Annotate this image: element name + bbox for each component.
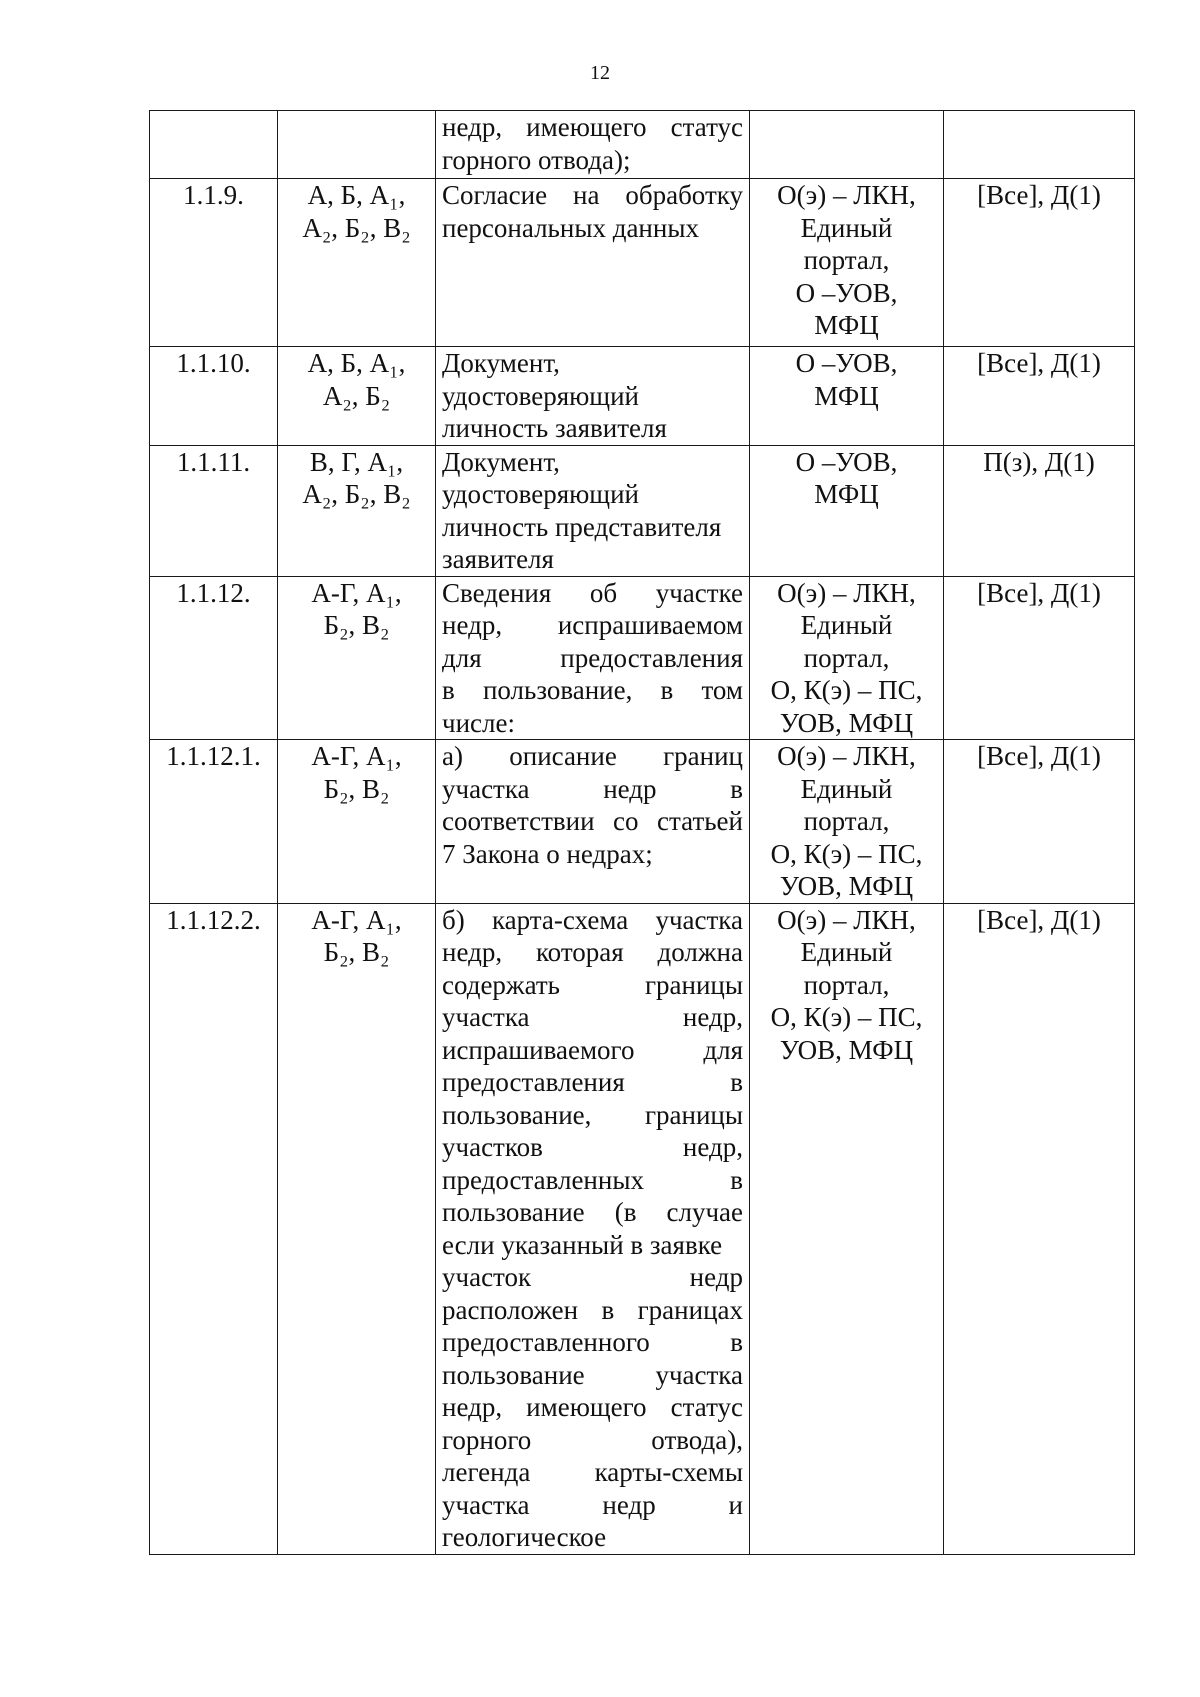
document-description-cell bbox=[436, 740, 750, 904]
requirement-tag: П(з), Д(1) bbox=[983, 446, 1095, 477]
applicant-codes-cell bbox=[278, 740, 436, 904]
submission-method-line: О –УОВ, bbox=[795, 277, 898, 308]
description-line: б) карта-схема участка bbox=[442, 904, 743, 935]
submission-method-line: О, К(э) – ПС, bbox=[770, 1002, 923, 1032]
description-line: а) описание границ bbox=[442, 741, 743, 771]
submission-method-line: О –УОВ, bbox=[795, 446, 898, 477]
requirement-tag-cell bbox=[944, 740, 1135, 904]
submission-method-line: МФЦ bbox=[814, 479, 879, 509]
description-line: испрашиваемого для bbox=[442, 1034, 743, 1065]
description-line: легенда карты-схемы bbox=[442, 1457, 743, 1487]
table-body bbox=[150, 111, 1135, 1555]
submission-method-line: О, К(э) – ПС, bbox=[770, 675, 923, 705]
description-line: 7 Закона о недрах; bbox=[442, 838, 653, 869]
applicant-code-line: А, Б, А₁, bbox=[307, 180, 406, 210]
requirement-tag: [Все], Д(1) bbox=[977, 348, 1101, 378]
table-row bbox=[150, 576, 1135, 740]
table-row bbox=[150, 740, 1135, 904]
table-row bbox=[150, 347, 1135, 446]
applicant-codes-cell bbox=[278, 111, 436, 179]
document-description-cell bbox=[436, 445, 750, 576]
description-line: в пользование, в том bbox=[442, 675, 743, 705]
applicant-code-line: А-Г, А₁, bbox=[311, 741, 402, 771]
item-number-cell bbox=[150, 445, 278, 576]
description-line: для предоставления bbox=[442, 642, 743, 673]
requirement-tag-cell bbox=[944, 445, 1135, 576]
description-line: участка недр в bbox=[442, 773, 743, 804]
item-number-cell bbox=[150, 347, 278, 446]
item-number-cell bbox=[150, 179, 278, 347]
description-line: участок недр bbox=[442, 1262, 743, 1292]
page-number: 12 bbox=[590, 62, 610, 84]
requirement-tag: [Все], Д(1) bbox=[977, 904, 1101, 935]
applicant-code-line: А-Г, А₁, bbox=[311, 904, 402, 935]
requirement-tag: [Все], Д(1) bbox=[977, 741, 1101, 771]
item-number: 1.1.10. bbox=[176, 348, 251, 378]
submission-method-line: О(э) – ЛКН, bbox=[777, 741, 916, 771]
applicant-code-line: Б₂, В₂ bbox=[323, 773, 390, 804]
submission-method-line: УОВ, МФЦ bbox=[779, 1034, 914, 1065]
submission-method-line: портал, bbox=[803, 642, 890, 673]
description-line: недр, испрашиваемом bbox=[442, 610, 743, 640]
applicant-code-line: Б₂, В₂ bbox=[323, 610, 390, 640]
submission-method-line: УОВ, МФЦ bbox=[779, 707, 914, 738]
requirement-tag-cell bbox=[944, 179, 1135, 347]
submission-method-line: портал, bbox=[803, 245, 890, 275]
requirement-tag-cell bbox=[944, 576, 1135, 740]
submission-method-line: Единый bbox=[800, 773, 893, 804]
description-line: пользование, границы bbox=[442, 1099, 743, 1130]
submission-method-line: портал, bbox=[803, 806, 890, 836]
table-row bbox=[150, 111, 1135, 179]
description-line: Согласие на обработку bbox=[442, 180, 743, 210]
description-line: Сведения об участке bbox=[442, 577, 743, 608]
description-line: если указанный в заявке bbox=[442, 1229, 723, 1260]
description-line: недр, которая должна bbox=[442, 937, 743, 967]
submission-method-line: портал, bbox=[803, 969, 890, 1000]
submission-method-line: МФЦ bbox=[814, 380, 879, 411]
submission-method-cell bbox=[750, 347, 944, 446]
description-line: геологическое bbox=[442, 1522, 607, 1552]
description-line: Документ, bbox=[442, 446, 560, 477]
item-number-cell bbox=[150, 111, 278, 179]
description-line: предоставленного в bbox=[442, 1327, 743, 1357]
description-line: удостоверяющий bbox=[442, 380, 639, 411]
applicant-codes-cell bbox=[278, 903, 436, 1554]
document-description-cell bbox=[436, 347, 750, 446]
submission-method-line: МФЦ bbox=[814, 310, 879, 340]
submission-method-line: О(э) – ЛКН, bbox=[777, 904, 916, 935]
description-line: участков недр, bbox=[442, 1132, 743, 1162]
description-line: заявителя bbox=[442, 544, 554, 574]
submission-method-line: О(э) – ЛКН, bbox=[777, 577, 916, 608]
applicant-codes-cell bbox=[278, 179, 436, 347]
requirement-tag-cell bbox=[944, 111, 1135, 179]
item-number: 1.1.12. bbox=[176, 577, 251, 608]
item-number: 1.1.12.2. bbox=[166, 904, 261, 935]
submission-method-cell bbox=[750, 576, 944, 740]
item-number-cell bbox=[150, 576, 278, 740]
table-row bbox=[150, 179, 1135, 347]
description-line: горного отвода), bbox=[442, 1424, 743, 1455]
description-line: расположен в границах bbox=[442, 1294, 743, 1325]
item-number-cell bbox=[150, 740, 278, 904]
submission-method-cell bbox=[750, 445, 944, 576]
description-line: недр, имеющего статус bbox=[442, 1392, 743, 1422]
applicant-code-line: А, Б, А₁, bbox=[307, 348, 406, 378]
description-line: персональных данных bbox=[442, 212, 699, 243]
submission-method-line: О –УОВ, bbox=[795, 348, 898, 378]
submission-method-cell bbox=[750, 903, 944, 1554]
description-line: пользование (в случае bbox=[442, 1197, 743, 1227]
submission-method-line: УОВ, МФЦ bbox=[779, 871, 914, 901]
submission-method-cell bbox=[750, 179, 944, 347]
item-number: 1.1.12.1. bbox=[166, 741, 261, 771]
item-number-cell bbox=[150, 903, 278, 1554]
requirement-tag-cell bbox=[944, 903, 1135, 1554]
submission-method-line: О(э) – ЛКН, bbox=[777, 180, 916, 210]
submission-method-line: Единый bbox=[800, 610, 893, 640]
applicant-code-line: А-Г, А₁, bbox=[311, 577, 402, 608]
description-line: числе: bbox=[442, 707, 515, 738]
description-line: предоставленных в bbox=[442, 1164, 743, 1195]
description-line: удостоверяющий bbox=[442, 479, 639, 509]
description-line: пользование участка bbox=[442, 1359, 743, 1390]
submission-method-cell bbox=[750, 111, 944, 179]
applicant-codes-cell bbox=[278, 347, 436, 446]
description-line: личность представителя bbox=[442, 511, 722, 542]
item-number: 1.1.11. bbox=[176, 446, 251, 477]
item-number: 1.1.9. bbox=[183, 180, 244, 210]
applicant-code-line: В, Г, А₁, bbox=[309, 446, 404, 477]
document-description-cell bbox=[436, 179, 750, 347]
description-line: Документ, bbox=[442, 348, 560, 378]
applicant-code-line: А₂, Б₂ bbox=[322, 380, 391, 411]
submission-method-line: Единый bbox=[800, 212, 893, 243]
submission-method-line: Единый bbox=[800, 937, 893, 967]
document-description-cell bbox=[436, 111, 750, 179]
document-description-cell bbox=[436, 576, 750, 740]
applicant-code-line: А₂, Б₂, В₂ bbox=[302, 479, 411, 509]
description-line: содержать границы bbox=[442, 969, 743, 1000]
submission-method-cell bbox=[750, 740, 944, 904]
submission-method-line: О, К(э) – ПС, bbox=[770, 838, 923, 869]
applicant-codes-cell bbox=[278, 445, 436, 576]
description-line: участка недр, bbox=[442, 1002, 743, 1032]
description-line: личность заявителя bbox=[442, 413, 667, 443]
description-line: предоставления в bbox=[442, 1067, 743, 1097]
document-description-cell bbox=[436, 903, 750, 1554]
requirement-tag: [Все], Д(1) bbox=[977, 180, 1101, 210]
description-line: участка недр и bbox=[442, 1489, 743, 1520]
applicant-code-line: Б₂, В₂ bbox=[323, 937, 390, 967]
description-line: недр, имеющего статус bbox=[442, 112, 743, 142]
description-line: соответствии со статьей bbox=[442, 806, 743, 836]
table-row bbox=[150, 445, 1135, 576]
applicant-codes-cell bbox=[278, 576, 436, 740]
applicant-code-line: А₂, Б₂, В₂ bbox=[302, 212, 411, 243]
document-table bbox=[149, 110, 1135, 1555]
requirement-tag: [Все], Д(1) bbox=[977, 577, 1101, 608]
table-row bbox=[150, 903, 1135, 1554]
description-line: горного отвода); bbox=[442, 144, 631, 175]
requirement-tag-cell bbox=[944, 347, 1135, 446]
